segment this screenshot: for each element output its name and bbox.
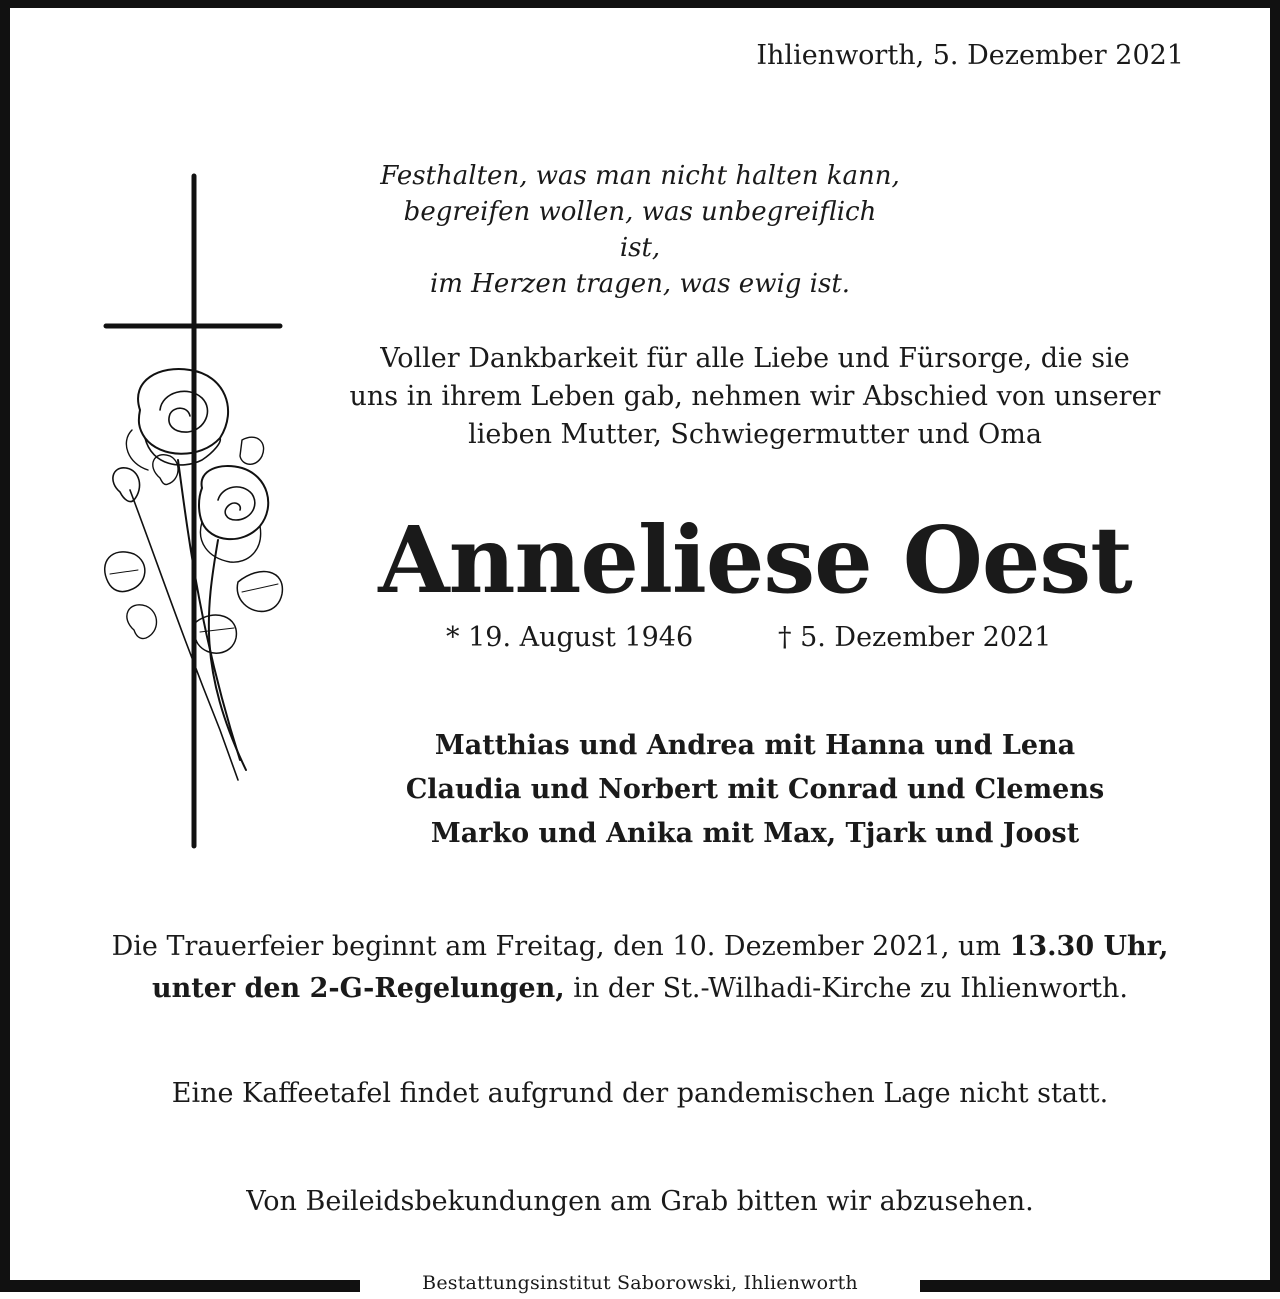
intro-line: uns in ihrem Leben gab, nehmen wir Abschied von unserer	[349, 381, 1161, 412]
frame-bottom-left-border	[0, 1280, 360, 1292]
frame-top-border	[0, 0, 1280, 8]
frame-bottom-right-border	[920, 1280, 1280, 1292]
service-location: in der St.-Wilhadi-Kirche zu Ihlienworth.	[564, 973, 1129, 1004]
death-date: † 5. Dezember 2021	[778, 622, 1052, 653]
frame-right-border	[1270, 0, 1280, 1292]
condolence-notice: Von Beileidsbekundungen am Grab bitten wir abzusehen.	[246, 1186, 1034, 1217]
dateline: Ihlienworth, 5. Dezember 2021	[756, 40, 1184, 71]
family-line: Claudia und Norbert mit Conrad und Clemens	[405, 774, 1105, 805]
service-notice	[40, 926, 1240, 1010]
intro-text	[300, 340, 1210, 454]
service-text: Die Trauerfeier beginnt am Freitag, den 10. Dezember 2021, um	[111, 931, 1010, 962]
intro-line: lieben Mutter, Schwiegermutter und Oma	[468, 419, 1042, 450]
coffee-notice: Eine Kaffeetafel findet aufgrund der pandemischen Lage nicht statt.	[171, 1078, 1109, 1109]
birth-date: * 19. August 1946	[446, 622, 694, 653]
service-line-2	[40, 968, 1240, 1010]
service-time: 13.30 Uhr,	[1009, 931, 1169, 962]
quote-line: begreifen wollen, was unbegreiflich ist,	[403, 197, 877, 263]
quote-line: Festhalten, was man nicht halten kann,	[380, 161, 900, 191]
intro-line: Voller Dankbarkeit für alle Liebe und Fürsorge, die sie	[380, 343, 1130, 374]
family-line: Marko und Anika mit Max, Tjark und Joost	[430, 818, 1080, 849]
deceased-name: Anneliese Oest	[378, 506, 1132, 614]
service-rules: unter den 2-G-Regelungen,	[151, 973, 565, 1004]
family-names	[330, 724, 1180, 856]
quote-line: im Herzen tragen, was ewig ist.	[429, 269, 851, 299]
family-line: Matthias und Andrea mit Hanna und Lena	[434, 730, 1076, 761]
funeral-home-footer: Bestattungsinstitut Saborowski, Ihlienworth	[422, 1272, 858, 1294]
frame-left-border	[0, 0, 10, 1292]
quote-verse	[380, 158, 900, 302]
cross-with-roses-icon	[90, 170, 300, 860]
service-line-1	[40, 926, 1240, 968]
